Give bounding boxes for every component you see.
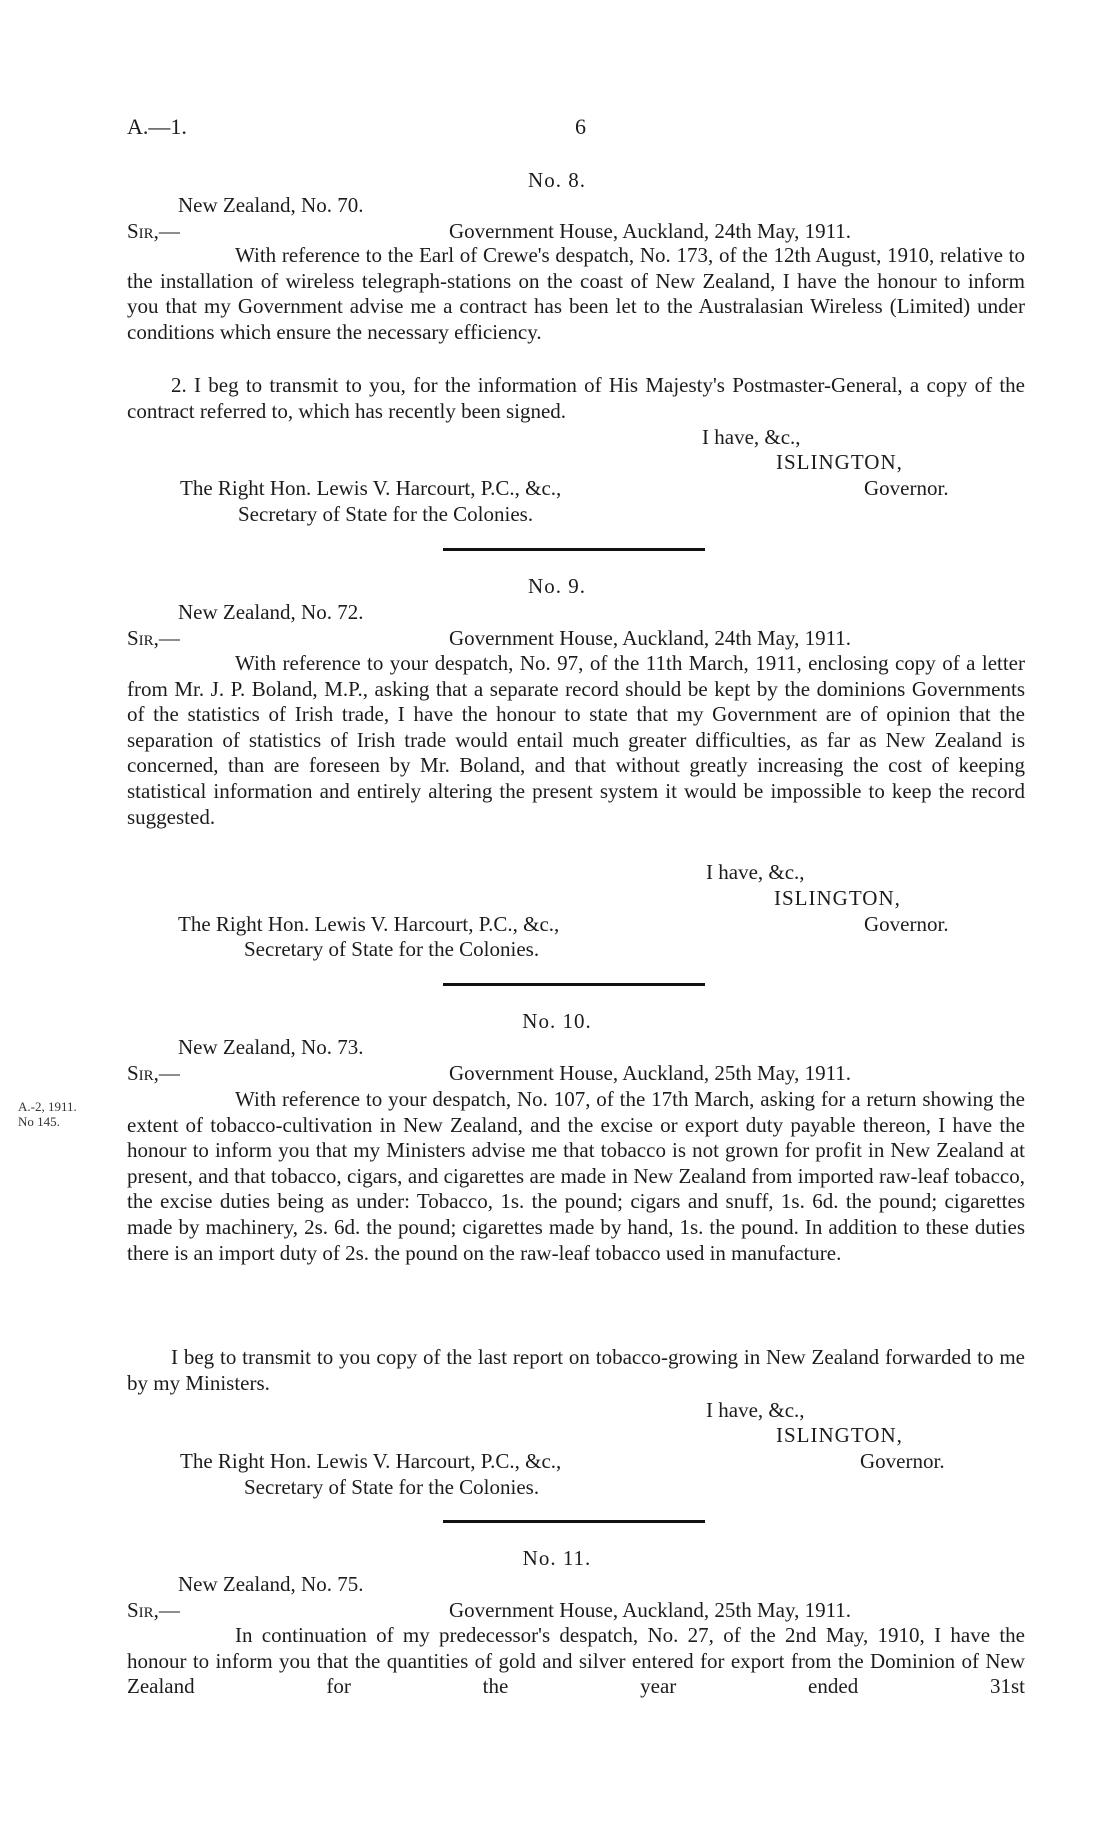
- addressee: The Right Hon. Lewis V. Harcourt, P.C., &c.,: [178, 912, 560, 936]
- place-date: Government House, Auckland, 24th May, 1911.: [449, 219, 852, 243]
- paragraph: In continuation of my predecessor's despatch, No. 27, of the 2nd May, 1910, I have the honour to inform you that the quantities of gold and silver entered for export from the Dominion of New Zealand for the year ended 31st: [127, 1623, 1025, 1699]
- paragraph: I beg to transmit to you copy of the last report on tobacco-growing in New Zealand forwarded to me by my Ministers.: [127, 1345, 1025, 1395]
- salutation: Sir,—: [127, 1598, 180, 1622]
- section-divider: [443, 548, 705, 551]
- paragraph: With reference to your despatch, No. 107, of the 17th March, asking for a return showing the extent of tobacco-cultivation in New Zealand, and the excise or export duty payable thereon, I have the honour to inform you that my Ministers advise me that tobacco is not grown for profit in New Zealand at present, and that tobacco, cigars, and cigarettes are made in New Zealand from imported raw-leaf tobacco, the excise duties being as under: Tobacco, 1s. the pound; cigars and snuff, 1s. 6d. the pound; cigarettes made by machinery, 2s. 6d. the pound; cigarettes made by hand, 1s. the pound. In addition to these duties there is an import duty of 2s. the pound on the raw-leaf tobacco used in manufacture.: [127, 1087, 1025, 1265]
- despatch-heading: No. 8.: [528, 168, 586, 192]
- salutation: Sir,—: [127, 219, 180, 243]
- closing: I have, &c.,: [706, 1398, 805, 1422]
- nz-reference: New Zealand, No. 73.: [178, 1035, 364, 1059]
- signatory: ISLINGTON,: [774, 886, 901, 910]
- page-number: 6: [575, 114, 586, 139]
- addressee: The Right Hon. Lewis V. Harcourt, P.C., &c.,: [180, 476, 562, 500]
- closing: I have, &c.,: [706, 860, 805, 884]
- margin-note-line: A.-2, 1911.: [18, 1099, 77, 1114]
- signatory-title: Governor.: [860, 1449, 945, 1473]
- despatch-heading: No. 9.: [528, 574, 586, 598]
- margin-note-line: No 145.: [18, 1114, 60, 1129]
- place-date: Government House, Auckland, 25th May, 1911.: [449, 1598, 852, 1622]
- paragraph: With reference to the Earl of Crewe's despatch, No. 173, of the 12th August, 1910, relative to the installation of wireless telegraph-stations on the coast of New Zealand, I have the honour to inform you that my Government advise me a contract has been let to the Australasian Wireless (Limited) under conditions which ensure the necessary efficiency.: [127, 243, 1025, 344]
- section-divider: [443, 983, 705, 986]
- addressee-office: Secretary of State for the Colonies.: [238, 502, 534, 526]
- addressee-office: Secretary of State for the Colonies.: [244, 1475, 540, 1499]
- closing: I have, &c.,: [702, 425, 801, 449]
- nz-reference: New Zealand, No. 75.: [178, 1572, 364, 1596]
- salutation: Sir,—: [127, 1061, 180, 1085]
- signatory: ISLINGTON,: [776, 1423, 903, 1447]
- place-date: Government House, Auckland, 25th May, 1911.: [449, 1061, 852, 1085]
- signatory-title: Governor.: [864, 476, 949, 500]
- addressee: The Right Hon. Lewis V. Harcourt, P.C., &c.,: [180, 1449, 562, 1473]
- addressee-office: Secretary of State for the Colonies.: [244, 937, 540, 961]
- margin-note: [18, 1099, 77, 1129]
- nz-reference: New Zealand, No. 72.: [178, 600, 364, 624]
- signatory-title: Governor.: [864, 912, 949, 936]
- salutation: Sir,—: [127, 626, 180, 650]
- document-reference: A.—1.: [127, 114, 187, 139]
- despatch-heading: No. 11.: [522, 1546, 592, 1570]
- section-divider: [443, 1520, 705, 1523]
- paragraph: With reference to your despatch, No. 97, of the 11th March, 1911, enclosing copy of a letter from Mr. J. P. Boland, M.P., asking that a separate record should be kept by the dominions Governments of the statistics of Irish trade, I have the honour to state that my Government are of opinion that the separation of statistics of Irish trade would entail much greater difficulties, as far as New Zealand is concerned, than are foreseen by Mr. Boland, and that without greatly increasing the cost of keeping statistical information and entirely altering the present system it would be impossible to keep the record suggested.: [127, 651, 1025, 829]
- nz-reference: New Zealand, No. 70.: [178, 193, 364, 217]
- place-date: Government House, Auckland, 24th May, 1911.: [449, 626, 852, 650]
- paragraph: 2. I beg to transmit to you, for the information of His Majesty's Postmaster-General, a copy of the contract referred to, which has recently been signed.: [127, 373, 1025, 423]
- signatory: ISLINGTON,: [776, 450, 903, 474]
- despatch-heading: No. 10.: [522, 1009, 592, 1033]
